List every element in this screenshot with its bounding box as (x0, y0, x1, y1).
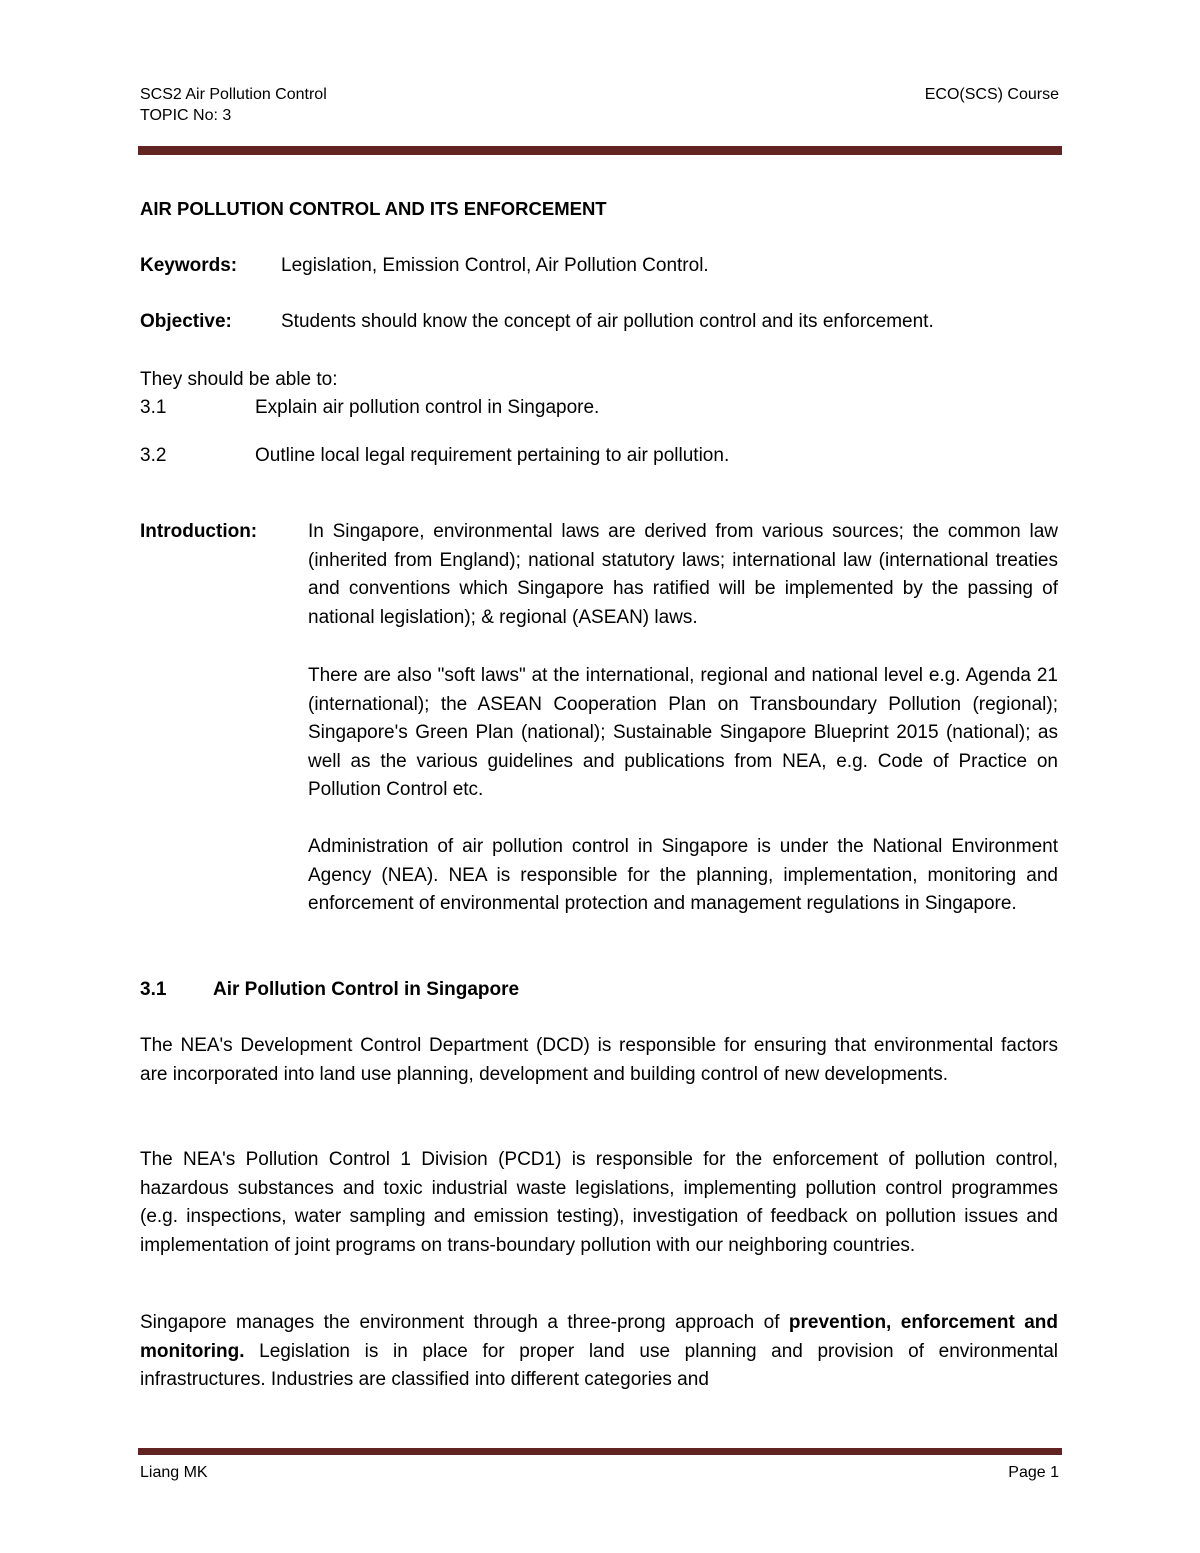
objective-label: Objective: (140, 311, 232, 332)
keywords-label: Keywords: (140, 255, 238, 276)
header-course: ECO(SCS) Course (924, 86, 1059, 103)
able-to-text: They should be able to: (140, 369, 338, 390)
section-paragraph (140, 1309, 1058, 1395)
footer-rule (138, 1448, 1062, 1455)
header-rule (138, 146, 1062, 155)
p3-start: Singapore manages the environment through a three-prong approach of (140, 1312, 789, 1333)
section-number: 3.1 (140, 979, 167, 1000)
keywords-value: Legislation, Emission Control, Air Pollution Control. (281, 255, 709, 276)
intro-paragraph: There are also "soft laws" at the international, regional and national level e.g. Agenda 21 (international); the ASEAN Cooperation Plan on Transboundary Pollution (regional); Singapore's Green Plan (national); Sustainable Singapore Blueprint 2015 (national); as well as the various guidelines and publications from NEA, e.g. Code of Practice on Pollution Control etc. (308, 665, 1058, 801)
outcome-number: 3.2 (140, 445, 167, 466)
footer-author: Liang MK (140, 1464, 208, 1481)
introduction-label: Introduction: (140, 521, 258, 542)
footer-page: Page 1 (1008, 1464, 1059, 1481)
outcome-text: Outline local legal requirement pertaining to air pollution. (255, 445, 730, 466)
outcome-text: Explain air pollution control in Singapore. (255, 397, 600, 418)
p3-end: Legislation is in place for proper land use planning and provision of environmental infrastructures. Industries are classified into different categories and (140, 1340, 1058, 1391)
header-course-title: SCS2 Air Pollution Control (140, 86, 327, 103)
p3-bold: prevention, enforcement and monitoring. (140, 1312, 1058, 1362)
objective-value: Students should know the concept of air pollution control and its enforcement. (281, 311, 934, 332)
intro-paragraph: In Singapore, environmental laws are derived from various sources; the common law (inherited from England); national statutory laws; international law (international treaties and conventions which Singapore has ratified will be implemented by the passing of national legislation); & regional (ASEAN) laws. (308, 521, 1058, 628)
header-topic: TOPIC No: 3 (140, 107, 232, 124)
section-title: Air Pollution Control in Singapore (213, 979, 520, 1000)
section-paragraph: The NEA's Development Control Department (DCD) is responsible for ensuring that environmental factors are incorporated into land use planning, development and building control of new developments. (140, 1035, 1058, 1085)
document-title: AIR POLLUTION CONTROL AND ITS ENFORCEMENT (140, 198, 607, 219)
intro-paragraph: Administration of air pollution control in Singapore is under the National Environment Agency (NEA). NEA is responsible for the planning, implementation, monitoring and enforcement of environmental protection and management regulations in Singapore. (308, 836, 1058, 915)
section-paragraph: The NEA's Pollution Control 1 Division (PCD1) is responsible for the enforcement of pollution control, hazardous substances and toxic industrial waste legislations, implementing pollution control programmes (e.g. inspections, water sampling and emission testing), investigation of feedback on pollution issues and implementation of joint programs on trans-boundary pollution with our neighboring countries. (140, 1149, 1058, 1256)
outcome-number: 3.1 (140, 397, 167, 418)
